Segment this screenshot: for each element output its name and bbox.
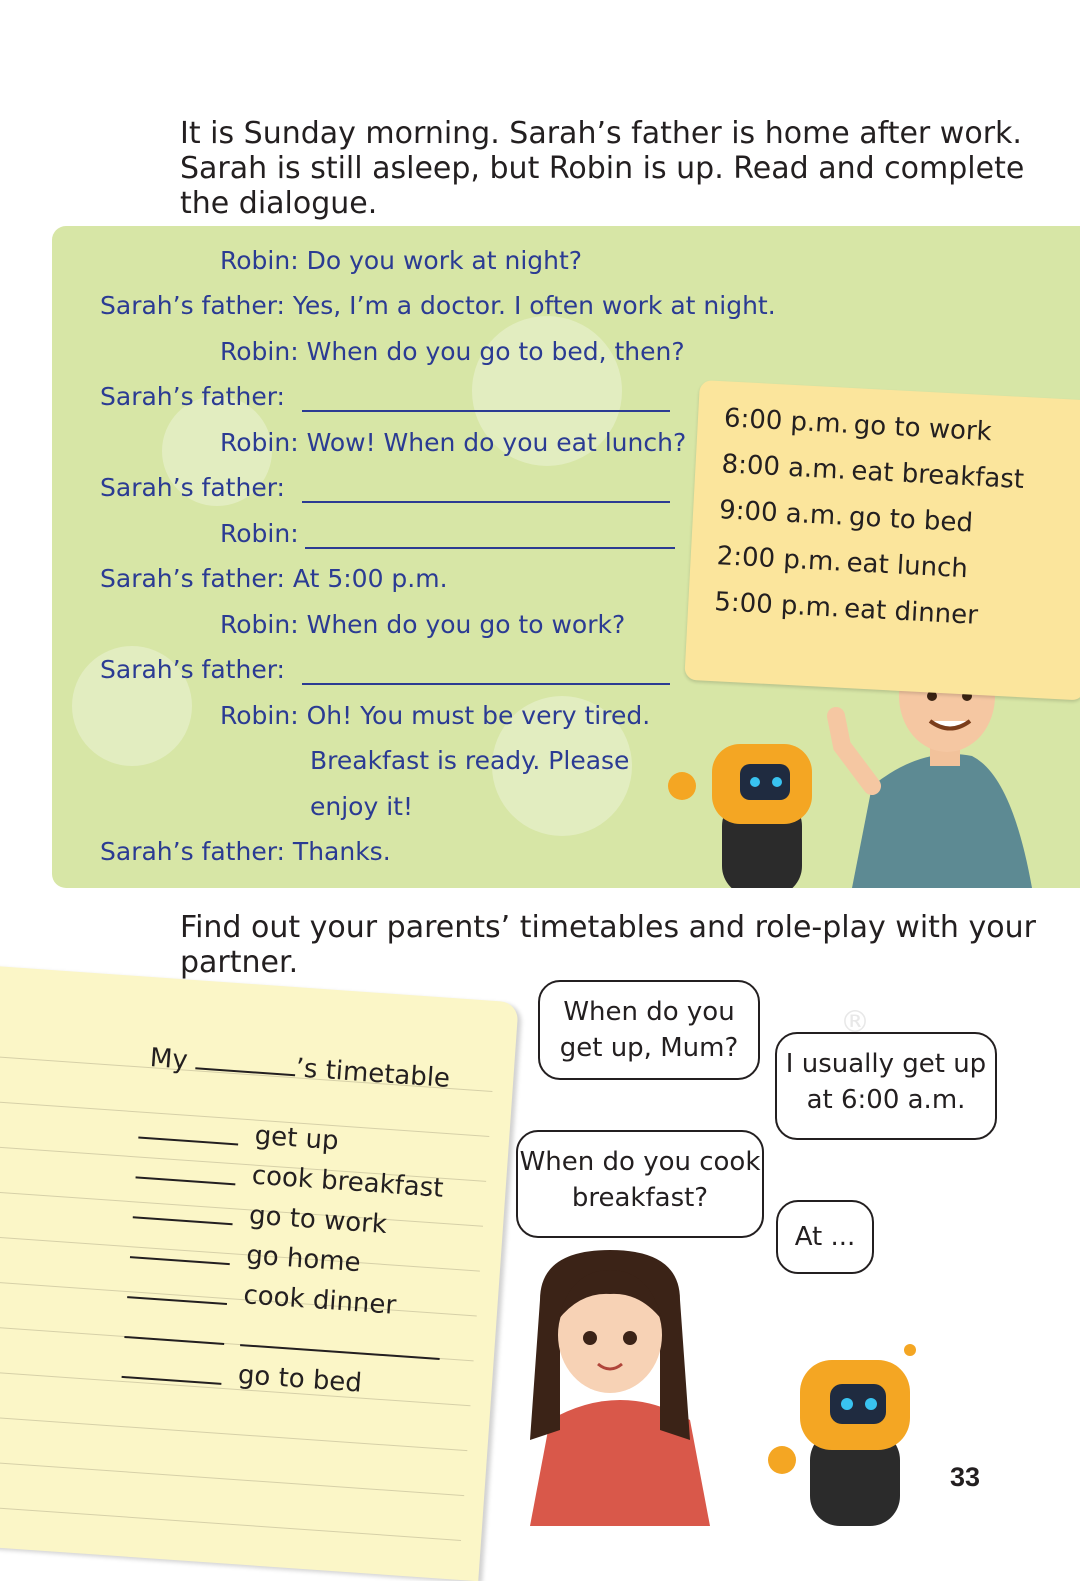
page-number: 33: [950, 1462, 981, 1492]
father-timetable-card: [684, 380, 1080, 701]
dialogue-line: [220, 337, 685, 366]
speaker-label: Robin:: [220, 337, 299, 366]
line-text: When do you go to work?: [306, 610, 626, 639]
title-prefix: My: [148, 1043, 189, 1076]
line-text: enjoy it!: [310, 792, 413, 821]
line-text: Yes, I’m a doctor. I often work at night.: [292, 291, 776, 320]
time: 5:00 p.m.: [713, 587, 841, 624]
line-text: Oh! You must be very tired.: [306, 701, 651, 730]
activity: go to bed: [848, 502, 974, 539]
dialogue-line: [220, 428, 686, 457]
bubble-text: I usually get up at 6:00 a.m.: [785, 1049, 987, 1115]
activity: eat dinner: [843, 593, 979, 631]
speaker-label: Sarah’s father:: [100, 564, 285, 593]
timetable-row: [723, 403, 992, 447]
dialogue-line: [100, 564, 448, 593]
notebook-timetable: [0, 965, 519, 1581]
robin-robot-illustration: [662, 736, 842, 888]
activity: go to work: [853, 410, 993, 448]
timetable-row: [714, 587, 979, 631]
timetable-row: [718, 495, 973, 538]
ruled-line: [0, 1369, 470, 1406]
speaker-label: Robin:: [220, 701, 299, 730]
ruled-line: [0, 1414, 467, 1451]
speech-bubble-mum-answer: [775, 1032, 997, 1140]
notebook-item: cook dinner: [242, 1280, 398, 1321]
dialogue-line: [100, 382, 285, 411]
activity-blank[interactable]: [240, 1344, 440, 1360]
time-blank[interactable]: [138, 1136, 238, 1145]
time: 6:00 p.m.: [723, 403, 850, 440]
timetable-row: [716, 541, 969, 584]
activity: eat lunch: [845, 547, 969, 585]
notebook-item: go to work: [248, 1200, 388, 1240]
speaker-label: Robin:: [220, 246, 299, 275]
time-blank[interactable]: [133, 1216, 233, 1225]
line-text: Do you work at night?: [306, 246, 583, 275]
time-blank[interactable]: [130, 1256, 230, 1265]
instruction-role-play: Find out your parents’ timetables and role-play with your partner.: [180, 910, 1036, 980]
dialogue-line: [220, 610, 625, 639]
dialogue-line: [100, 291, 776, 320]
speech-bubble-girl-question: [538, 980, 760, 1080]
time: 8:00 a.m.: [720, 449, 847, 486]
speaker-label: Sarah’s father:: [100, 837, 285, 866]
notebook-title: [149, 1043, 451, 1094]
name-blank[interactable]: [195, 1067, 295, 1076]
notebook-item: go to bed: [236, 1360, 363, 1399]
bubble-text: When do you cook breakfast?: [519, 1147, 761, 1213]
speech-bubble-breakfast-question: [516, 1130, 764, 1238]
answer-blank[interactable]: [302, 683, 670, 685]
girl-illustration: [510, 1240, 730, 1526]
ruled-line: [0, 1279, 477, 1316]
time-blank[interactable]: [135, 1176, 235, 1185]
ruled-line: [0, 1504, 461, 1541]
dialogue-line: [100, 655, 285, 684]
line-text: When do you go to bed, then?: [306, 337, 685, 366]
notebook-item: go home: [245, 1240, 362, 1279]
speaker-label: Robin:: [220, 428, 299, 457]
time: 2:00 p.m.: [716, 541, 843, 578]
robin-robot-illustration: [760, 1340, 940, 1526]
speaker-label: Robin:: [220, 610, 299, 639]
time: 9:00 a.m.: [718, 495, 845, 532]
notebook-item: cook breakfast: [250, 1160, 445, 1204]
dialogue-line: [100, 837, 391, 866]
speaker-label: Sarah’s father:: [100, 473, 285, 502]
speaker-label: Sarah’s father:: [100, 382, 285, 411]
line-text: Wow! When do you eat lunch?: [306, 428, 687, 457]
dialogue-line: [310, 746, 629, 775]
speaker-label: Sarah’s father:: [100, 291, 285, 320]
dialogue-line: [220, 519, 299, 548]
activity: eat breakfast: [850, 456, 1025, 496]
speech-bubble-at: [776, 1200, 874, 1274]
answer-blank[interactable]: [305, 547, 675, 549]
answer-blank[interactable]: [302, 501, 670, 503]
speaker-label: Sarah’s father:: [100, 655, 285, 684]
line-text: At 5:00 p.m.: [292, 564, 448, 593]
dialogue-line: [220, 246, 582, 275]
notebook-item: get up: [253, 1120, 340, 1157]
ruled-line: [0, 1100, 489, 1137]
dialogue-line: [310, 792, 413, 821]
line-text: Thanks.: [292, 837, 391, 866]
speaker-label: Robin:: [220, 519, 299, 548]
bubble-text: At ...: [794, 1222, 856, 1252]
line-text: Breakfast is ready. Please: [310, 746, 630, 775]
time-blank[interactable]: [124, 1336, 224, 1345]
bubble-text: When do you get up, Mum?: [559, 997, 739, 1063]
dialogue-line: [220, 701, 650, 730]
answer-blank[interactable]: [302, 410, 670, 412]
title-suffix: ’s timetable: [294, 1053, 452, 1095]
registered-watermark: ®: [840, 1005, 870, 1040]
dialogue-line: [100, 473, 285, 502]
ruled-line: [0, 1459, 464, 1496]
instruction-read-complete: It is Sunday morning. Sarah’s father is home after work. Sarah is still asleep, but Robin is up. Read and complete the dialogue.: [180, 116, 1025, 221]
ruled-line: [0, 1234, 480, 1271]
timetable-row: [721, 449, 1025, 495]
